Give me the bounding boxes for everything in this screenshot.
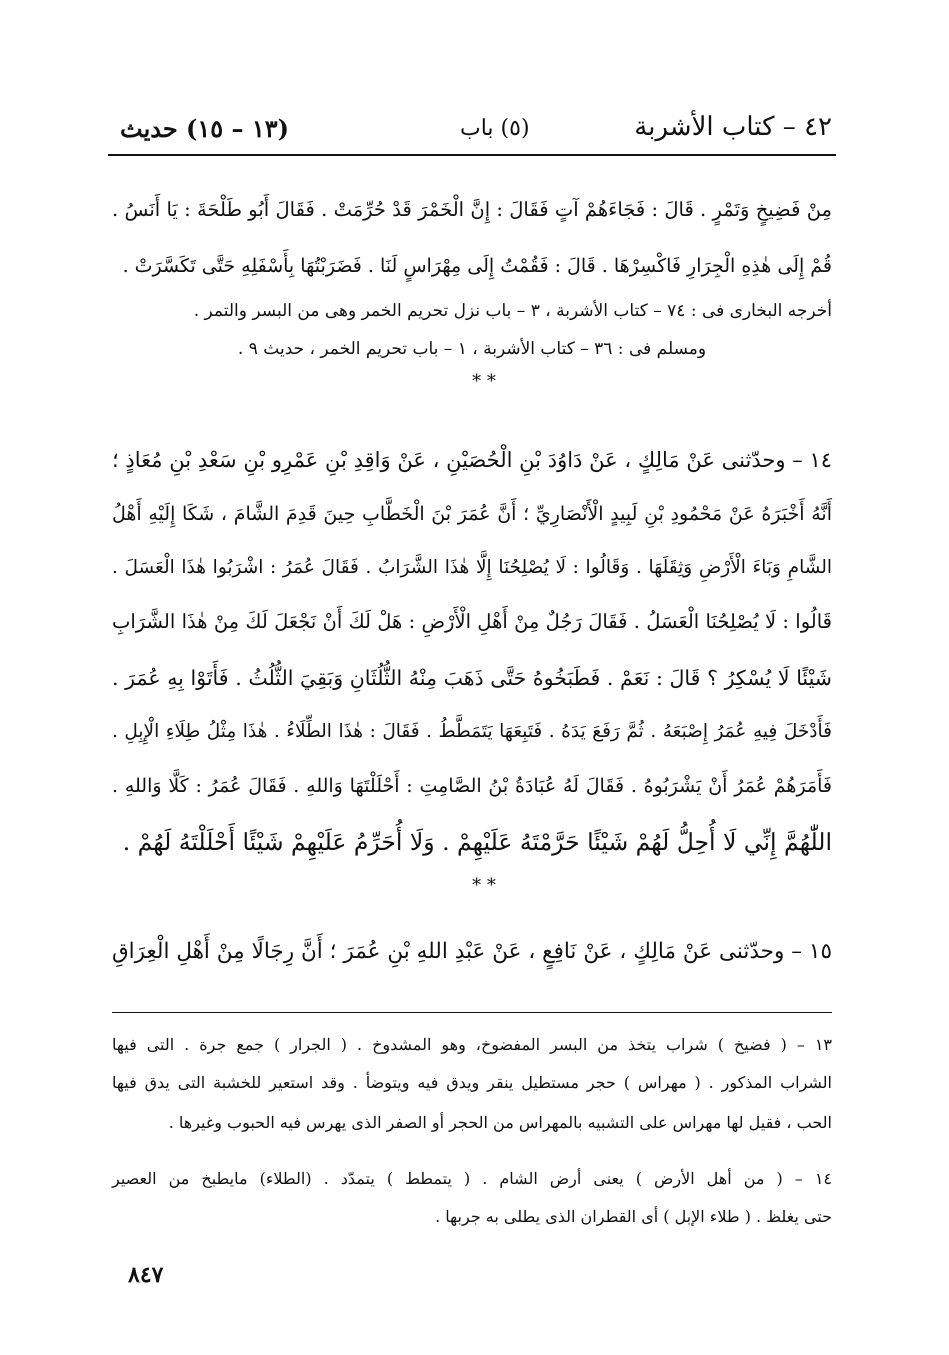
reference-bukhari: أخرجه البخارى فى : ٧٤ – كتاب الأشربة ، ٣ – باب نزل تحريم الخمر وهى من البسر والتمر .	[193, 301, 832, 321]
footnote-rule	[112, 1012, 832, 1013]
hadith14-line-3: الشَّامِ وَبَاءَ الْأَرْضِ وَثِقَلَهَا . وَقَالُوا : لَا يُصْلِحُنَا إِلَّا هٰذَا الشَّرَابُ . فَقَالَ عُمَرُ : اشْرَبُوا هٰذَا الْعَسَلَ .	[112, 557, 832, 578]
footnote-line-1: ١٣ – ( فضيخ ) شراب يتخذ من البسر المفضوخ، وهو المشدوخ . ( الجرار ) جمع جرة . التى فيها	[112, 1035, 832, 1054]
footnote-line-3: الحب ، فقيل لها مهراس على التشبيه بالمهراس من الحجر أو الصفر الذى يهرس فيه الحبوب وغيرها .	[168, 1113, 832, 1132]
hadith15-line-1: ١٥ – وحدّثنى عَنْ مَالِكٍ ، عَنْ نَافِعٍ ، عَنْ عَبْدِ اللهِ بْنِ عُمَرَ ؛ أَنَّ رِجَالًا مِنْ أَهْلِ الْعِرَاقِ	[112, 939, 832, 964]
separator-stars	[464, 371, 504, 406]
hadith13-line-2: قُمْ إِلَى هٰذِهِ الْجِرَارِ فَاكْسِرْهَا . قَالَ : فَقُمْتُ إِلَى مِهْرَاسٍ لَنَا . فَضَرَبْتُهَا بِأَسْفَلِهِ حَتَّى تَكَسَّرَتْ .	[122, 255, 832, 277]
hadith14-line-5: شَيْئًا لَا يُسْكِرُ ؟ قَالَ : نَعَمْ . فَطَبَخُوهُ حَتَّى ذَهَبَ مِنْهُ الثُّلُثَانِ وَبَقِيَ الثُّلُثُ . فَأَتَوْا بِهِ عُمَرَ .	[112, 666, 832, 690]
hadith14-line-7: فَأَمَرَهُمْ عُمَرُ أَنْ يَشْرَبُوهُ . فَقَالَ لَهُ عُبَادَةُ بْنُ الصَّامِتِ : أَحْلَلْتَهَا وَاللهِ . فَقَالَ عُمَرُ : كَلَّا وَاللهِ .	[112, 775, 832, 797]
hadith14-line-6: فَأَدْخَلَ فِيهِ عُمَرُ إِصْبَعَهُ . ثُمَّ رَفَعَ يَدَهُ . فَتَبِعَهَا يَتَمَطَّطُ . فَقَالَ : هٰذَا الطِّلَاءُ . هٰذَا مِثْلُ طِلَاءِ الْإِبِلِ .	[112, 721, 832, 742]
running-header	[120, 112, 832, 152]
separator-stars-2	[464, 875, 504, 910]
separator-glyph-2: * *	[472, 875, 496, 896]
separator-glyph: * *	[472, 371, 496, 392]
chapter-label: (٥) باب	[460, 116, 530, 141]
footnote-line-2: الشراب المذكور . ( مهراس ) حجر مستطيل ينقر ويدق فيه ويتوضأ . وقد استعير للخشبة التى يدق فيها	[112, 1073, 832, 1092]
hadith14-line-4: قَالُوا : لَا يُصْلِحُنَا الْعَسَلُ . فَقَالَ رَجُلٌ مِنْ أَهْلِ الْأَرْضِ : هَلْ لَكَ أَنْ نَجْعَلَ لَكَ مِنْ هٰذَا الشَّرَابِ	[112, 610, 832, 633]
header-rule	[108, 154, 836, 156]
page-number: ٨٤٧	[128, 1262, 164, 1288]
reference-muslim: ومسلم فى : ٣٦ – كتاب الأشربة ، ١ – باب تحريم الخمر ، حديث ٩ .	[237, 339, 707, 359]
footnote-line-4: ١٤ – ( من أهل الأرض ) يعنى أرض الشام . ( يتمطط ) يتمدّد . (الطلاء) مايطبخ من العصير	[112, 1169, 832, 1188]
hadith14-line-8: اللّٰهُمَّ إِنِّي لَا أُحِلُّ لَهُمْ شَيْئًا حَرَّمْتَهُ عَلَيْهِمْ . وَلَا أُحَرِّمُ عَلَيْهِمْ شَيْئًا أَحْلَلْتَهُ لَهُمْ .	[122, 828, 832, 856]
book-title: ٤٢ – كتاب الأشربة	[634, 112, 832, 142]
hadith13-line-1: مِنْ فَضِيخٍ وَتَمْرٍ . قَالَ : فَجَاءَهُمْ آتٍ فَقَالَ : إِنَّ الْخَمْرَ قَدْ حُرِّمَتْ . فَقَالَ أَبُو طَلْحَةَ : يَا أَنَسُ .	[112, 198, 832, 221]
hadith14-line-1: ١٤ – وحدّثنى عَنْ مَالِكٍ ، عَنْ دَاوُدَ بْنِ الْحُصَيْنِ ، عَنْ وَاقِدِ بْنِ عَمْرِو بْنِ سَعْدِ بْنِ مُعَاذٍ ؛	[112, 448, 832, 472]
footnote-line-5: حتى يغلظ . ( طلاء الإبل ) أى القطران الذى يطلى به جربها .	[435, 1207, 832, 1226]
hadith14-line-2: أَنَّهُ أَخْبَرَهُ عَنْ مَحْمُودِ بْنِ لَبِيدٍ الْأَنْصَارِيِّ ؛ أَنَّ عُمَرَ بْنَ الْخَطَّابِ حِينَ قَدِمَ الشَّامَ ، شَكَا إِلَيْهِ أَهْلُ	[112, 503, 832, 525]
hadith-range: (١٣ – ١٥) حديث	[120, 114, 290, 143]
